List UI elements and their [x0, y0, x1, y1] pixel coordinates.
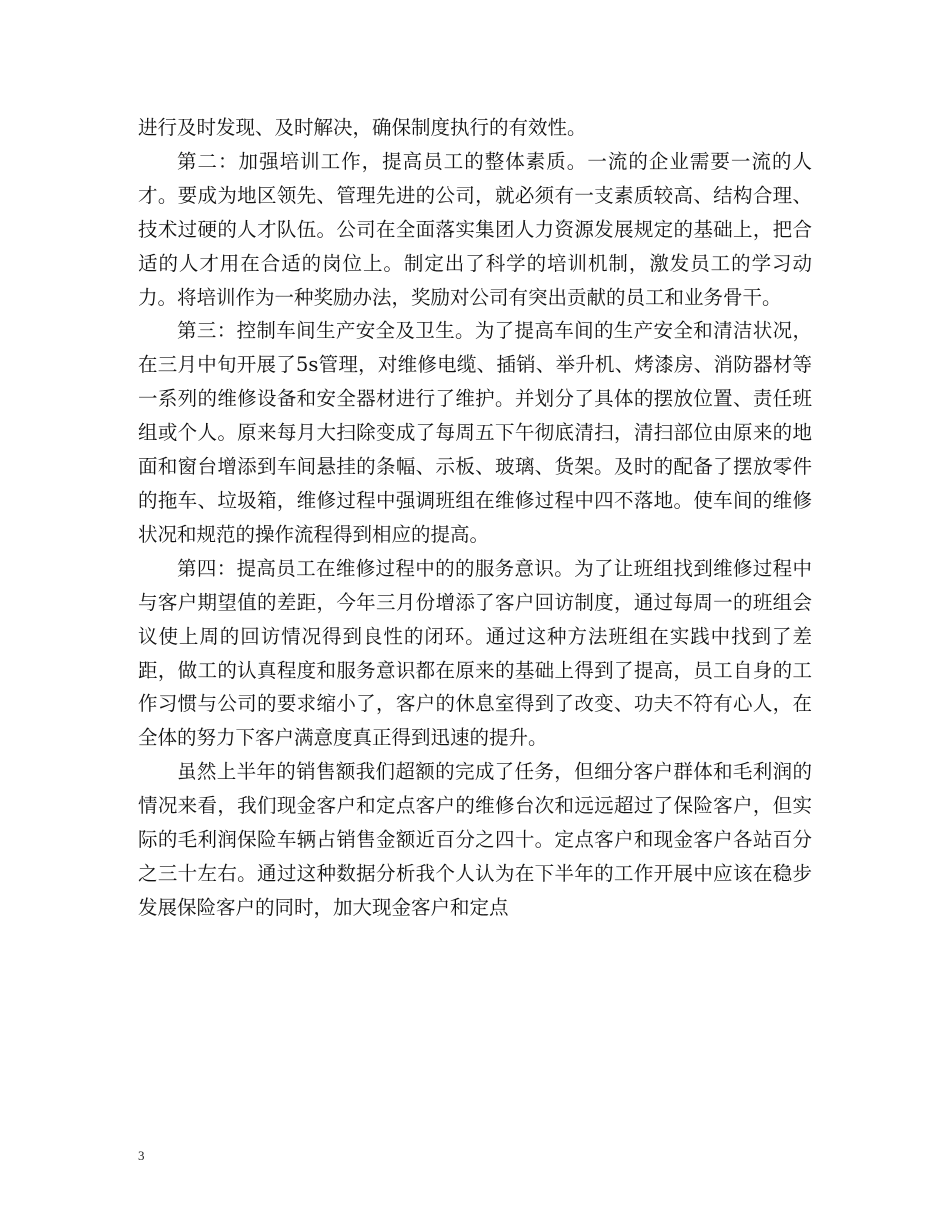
page-number: 3 — [138, 1148, 145, 1163]
page-body — [138, 111, 812, 925]
paragraph-5: 虽然上半年的销售额我们超额的完成了任务，但细分客户群体和毛利润的情况来看，我们现金客户和定点客户的维修台次和远远超过了保险客户，但实际的毛利润保险车辆占销售金额近百分之四十。定点客户和现金客户各站百分之三十左右。通过这种数据分析我个人认为在下半年的工作开展中应该在稳步发展保险客户的同时，加大现金客户和定点 — [138, 760, 812, 919]
paragraph-4: 第四：提高员工在维修过程中的的服务意识。为了让班组找到维修过程中与客户期望值的差距，今年三月份增添了客户回访制度，通过每周一的班组会议使上周的回访情况得到良性的闭环。通过这种方法班组在实践中找到了差距，做工的认真程度和服务意识都在原来的基础上得到了提高，员工自身的工作习惯与公司的要求缩小了，客户的休息室得到了改变、功夫不符有心人，在全体的努力下客户满意度真正得到迅速的提升。 — [138, 556, 812, 750]
paragraph-2: 第二：加强培训工作，提高员工的整体素质。一流的企业需要一流的人才。要成为地区领先、管理先进的公司，就必须有一支素质较高、结构合理、技术过硬的人才队伍。公司在全面落实集团人力资源发展规定的基础上，把合适的人才用在合适的岗位上。制定出了科学的培训机制，激发员工的学习动力。将培训作为一种奖励办法，奖励对公司有突出贡献的员工和业务骨干。 — [138, 149, 812, 309]
paragraph-3: 第三：控制车间生产安全及卫生。为了提高车间的生产安全和清洁状况，在三月中旬开展了5s管理，对维修电缆、插销、举升机、烤漆房、消防器材等一系列的维修设备和安全器材进行了维护。并划分了具体的摆放位置、责任班组或个人。原来每月大扫除变成了每周五下午彻底清扫，清扫部位由原来的地面和窗台增添到车间悬挂的条幅、示板、玻璃、货架。及时的配备了摆放零件的拖车、垃圾箱，维修过程中强调班组在维修过程中四不落地。使车间的维修状况和规范的操作流程得到相应的提高。 — [138, 319, 812, 546]
paragraph-1: 进行及时发现、及时解决，确保制度执行的有效性。 — [138, 116, 587, 139]
